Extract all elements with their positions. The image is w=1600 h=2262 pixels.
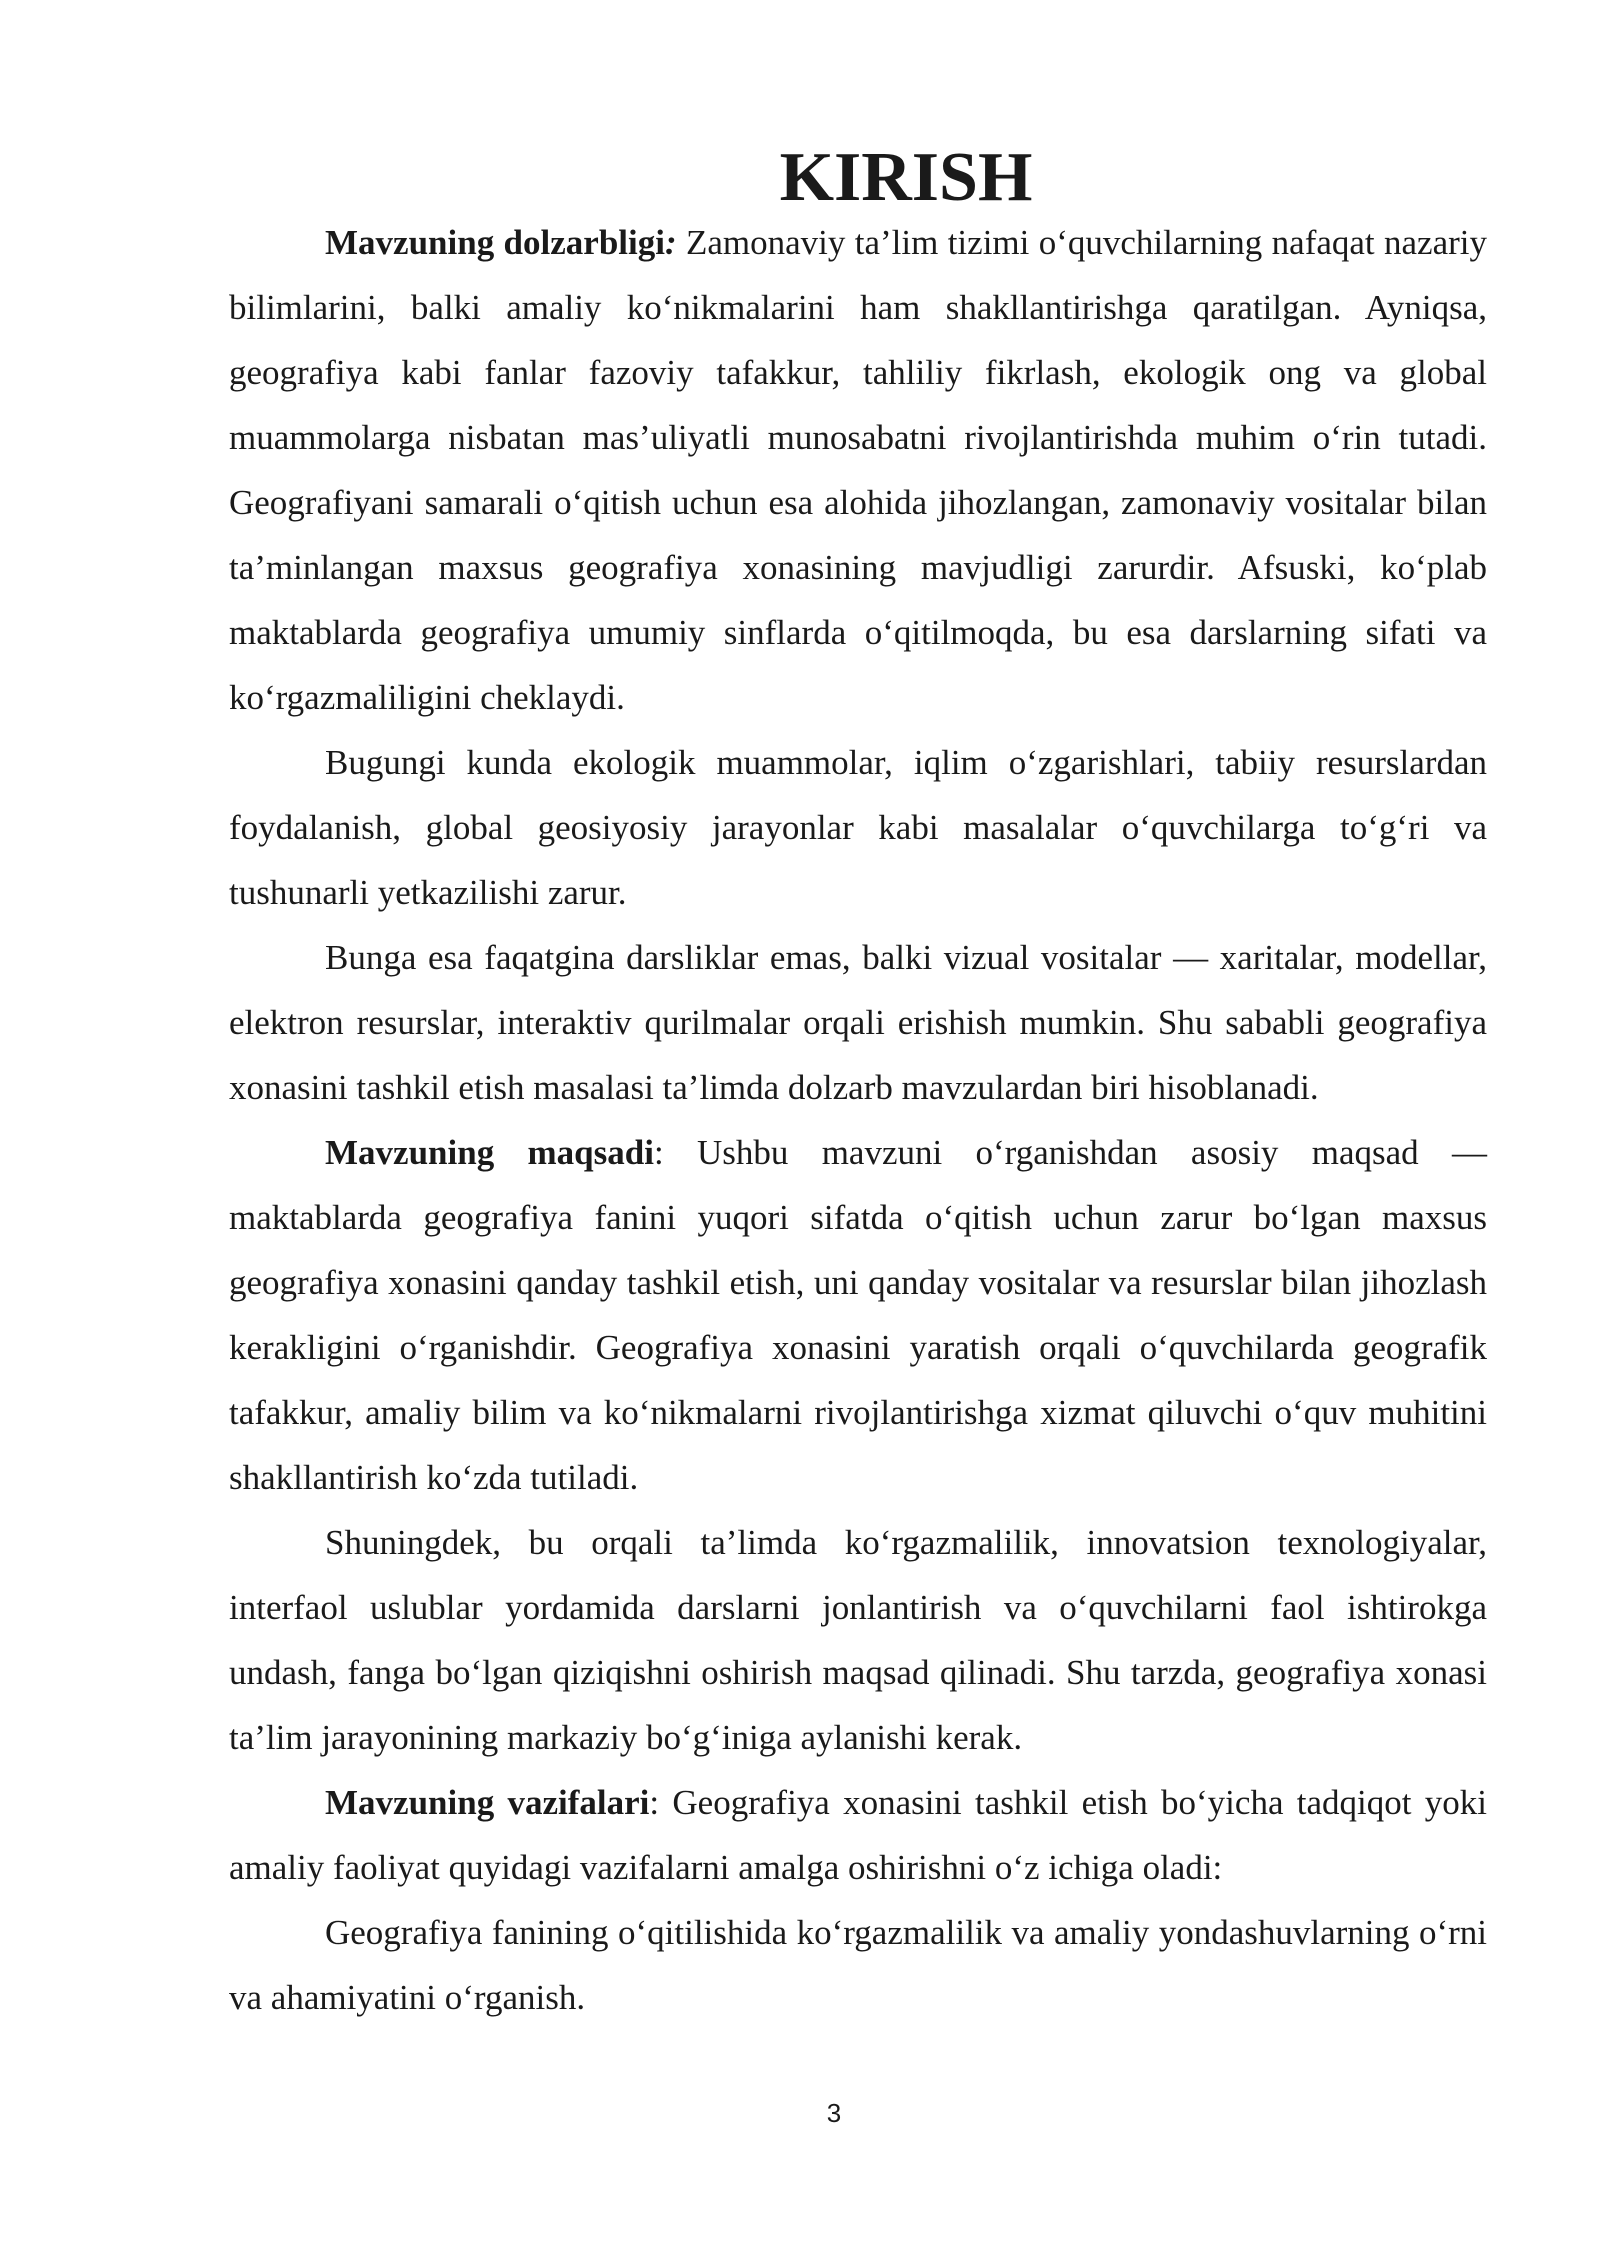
document-page [229,139,1487,2030]
paragraph-bugungi: Bugungi kunda ekologik muammolar, iqlim o‘zgarishlari, tabiiy resurslardan foydalanish, global geosiyosiy jarayonlar kabi masalalar o‘quvchilarga to‘g‘ri va tushunarli yetkazilishi zarur. [229,743,1487,912]
paragraph-text: : Geografiya xonasini tashkil etish bo‘yicha tadqiqot yoki amaliy faoliyat quyidagi vazifalarni amalga oshirishni o‘z ichiga oladi: [229,1783,1487,1887]
paragraph-maqsadi [229,1120,1487,1510]
lead-maqsadi: Mavzuning maqsadi [325,1133,654,1172]
paragraph-task-1: Geografiya fanining o‘qitilishida ko‘rgazmalilik va amaliy yondashuvlarning o‘rni va ahamiyatini o‘rganish. [229,1913,1487,2017]
paragraph-vazifalari [229,1770,1487,1900]
paragraph-dolzarbligi [229,210,1487,730]
paragraph-bunga: Bunga esa faqatgina darsliklar emas, balki vizual vositalar — xaritalar, modellar, elektron resurslar, interaktiv qurilmalar orqali erishish mumkin. Shu sababli geografiya xonasini tashkil etish masalasi ta’limda dolzarb mavzulardan biri hisoblanadi. [229,938,1487,1107]
lead-vazifalari: Mavzuning vazifalari [325,1783,650,1822]
paragraph-text: : Ushbu mavzuni o‘rganishdan asosiy maqsad — maktablarda geografiya fanini yuqori sifatda o‘qitish uchun zarur bo‘lgan maxsus geografiya xonasini qanday tashkil etish, uni qanday vositalar va resurslar bilan jihozlash kerakligini o‘rganishdir. Geografiya xonasini yaratish orqali o‘quvchilarda geografik tafakkur, amaliy bilim va ko‘nikmalarni rivojlantirishga xizmat qiluvchi o‘quv muhitini shakllantirish ko‘zda tutiladi. [229,1133,1487,1497]
page-number: 3 [826,2098,842,2128]
paragraph-text: Zamonaviy ta’lim tizimi o‘quvchilarning nafaqat nazariy bilimlarini, balki amaliy ko‘nikmalarini ham shakllantirishga qaratilgan. Ayniqsa, geografiya kabi fanlar fazoviy tafakkur, tahliliy fikrlash, ekologik ong va global muammolarga nisbatan mas’uliyatli munosabatni rivojlantirishda muhim o‘rin tutadi. Geografiyani samarali o‘qitish uchun esa alohida jihozlangan, zamonaviy vositalar bilan ta’minlangan maxsus geografiya xonasining mavjudligi zarurdir. Afsuski, ko‘plab maktablarda geografiya umumiy sinflarda o‘qitilmoqda, bu esa darslarning sifati va ko‘rgazmaliligini cheklaydi. [229,223,1487,717]
lead-colon: : [664,223,677,262]
document-title: KIRISH [779,139,1033,216]
paragraph-shuningdek: Shuningdek, bu orqali ta’limda ko‘rgazmalilik, innovatsion texnologiyalar, interfaol uslublar yordamida darslarni jonlantirish va o‘quvchilarni faol ishtirokga undash, fanga bo‘lgan qiziqishni oshirish maqsad qilinadi. Shu tarzda, geografiya xonasi ta’lim jarayonining markaziy bo‘g‘iniga aylanishi kerak. [229,1523,1487,1757]
lead-dolzarbligi: Mavzuning dolzarbligi [325,223,665,262]
